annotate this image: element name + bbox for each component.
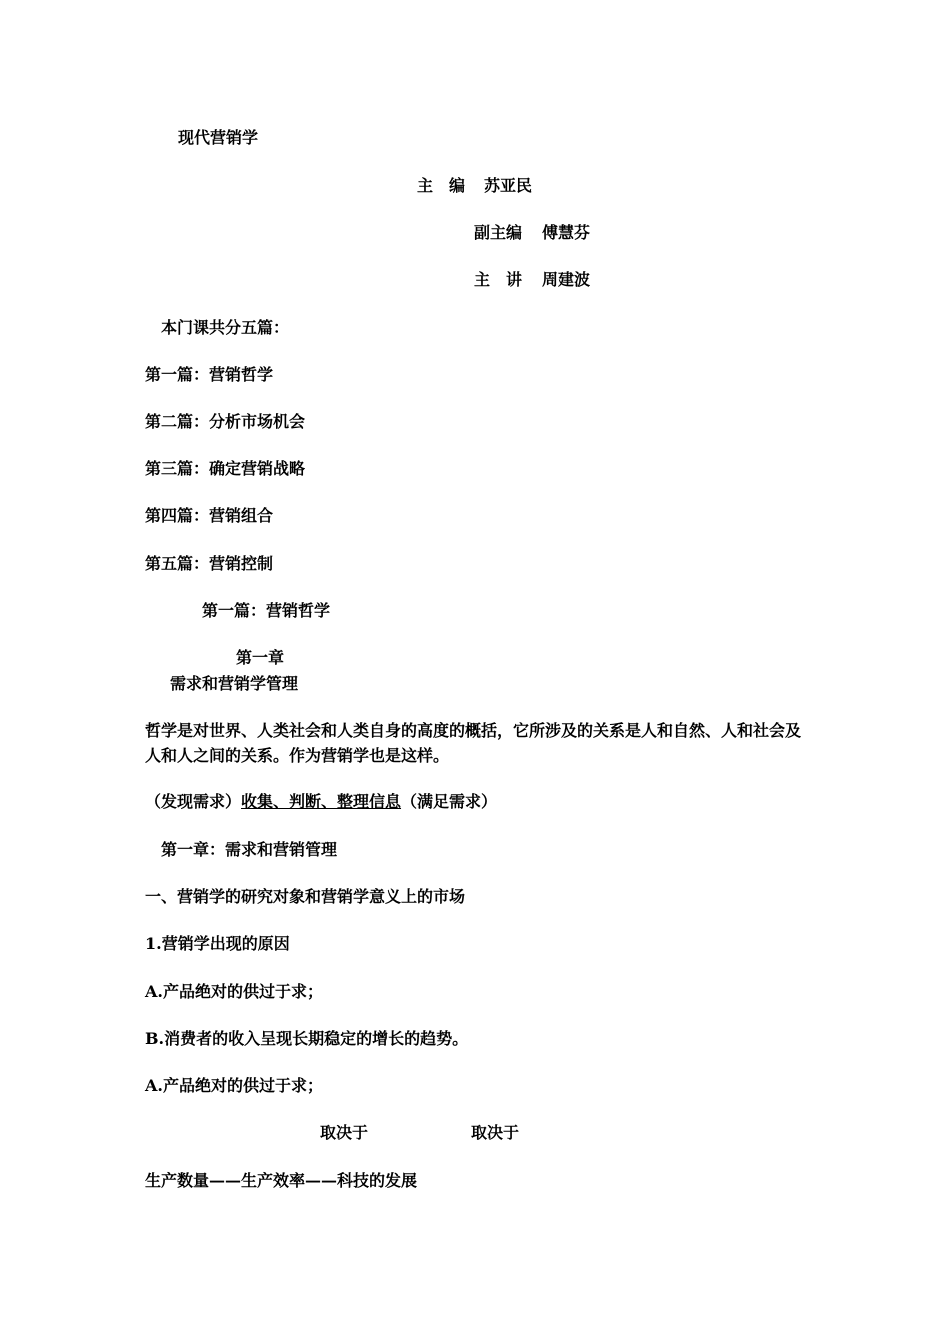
part-item: 第一篇：营销哲学 [145, 365, 274, 384]
part-item: 第二篇：分析市场机会 [145, 412, 306, 431]
lecturer-name: 周建波 [542, 270, 591, 289]
reason-a-repeat: A.产品绝对的供过于求； [145, 1076, 323, 1095]
chapter-title: 需求和营销学管理 [170, 674, 299, 693]
subsection-heading: 1.营销学出现的原因 [145, 934, 290, 953]
deputy-editor-role: 副主编 [474, 223, 523, 242]
book-title: 现代营销学 [178, 128, 259, 147]
deputy-editor-name: 傅慧芬 [542, 223, 591, 242]
production-chain: 生产数量——生产效率——科技的发展 [145, 1171, 418, 1190]
reason-a: A.产品绝对的供过于求； [145, 982, 323, 1001]
section-heading: 一、营销学的研究对象和营销学意义上的市场 [145, 887, 466, 906]
needs-flow [145, 792, 497, 812]
flow-information-steps: 收集、判断、整理信息 [241, 792, 402, 811]
part-heading: 第一篇：营销哲学 [202, 601, 331, 620]
lecturer-role: 主 讲 [474, 270, 523, 289]
flow-discover-needs: （发现需求） [145, 792, 242, 811]
depends-on-label: 取决于 [320, 1123, 369, 1142]
part-item: 第五篇：营销控制 [145, 554, 274, 573]
reason-b: B.消费者的收入呈现长期稳定的增长的趋势。 [145, 1029, 469, 1048]
editor-role: 主 编 [417, 176, 466, 195]
editor-name: 苏亚民 [484, 176, 533, 195]
part-item: 第三篇：确定营销战略 [145, 459, 306, 478]
course-intro: 本门课共分五篇： [161, 318, 290, 337]
part-item: 第四篇：营销组合 [145, 506, 274, 525]
chapter-number: 第一章 [236, 648, 285, 667]
philosophy-paragraph: 哲学是对世界、人类社会和人类自身的高度的概括，它所涉及的关系是人和自然、人和社会及人和人之间的关系。作为营销学也是这样。 [145, 721, 802, 765]
depends-on-label: 取决于 [471, 1123, 520, 1142]
chapter-heading: 第一章：需求和营销管理 [161, 840, 338, 859]
flow-satisfy-needs: （满足需求） [401, 792, 498, 811]
